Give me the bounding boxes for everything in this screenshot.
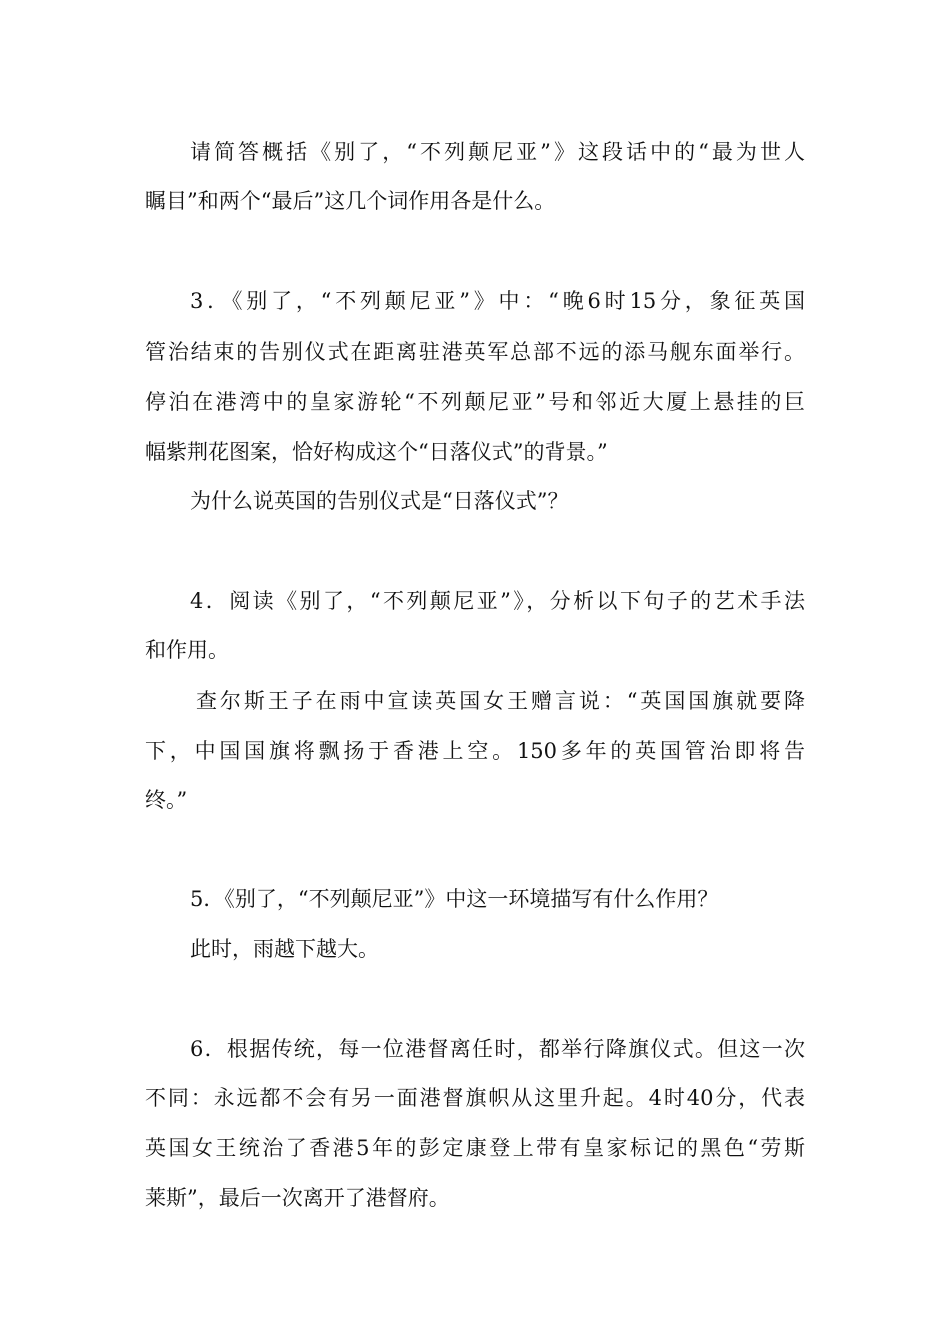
text-line: 查尔斯王子在雨中宣读英国女王赠言说：“英国国旗就要降 <box>196 689 805 713</box>
text-line: 此时，雨越下越大。 <box>190 937 379 961</box>
text-line: 莱斯”，最后一次离开了港督府。 <box>145 1186 450 1210</box>
text-line: 下，中国国旗将飘扬于香港上空。150多年的英国管治即将告 <box>145 739 805 763</box>
text-line: 幅紫荆花图案，恰好构成这个“日落仪式”的背景。” <box>145 440 608 464</box>
text-line: 为什么说英国的告别仪式是“日落仪式”？ <box>190 489 569 513</box>
text-line: 终。” <box>145 788 188 812</box>
text-line: 停泊在港湾中的皇家游轮“不列颠尼亚”号和邻近大厦上悬挂的巨 <box>145 390 805 414</box>
text-line: 和作用。 <box>145 638 229 662</box>
text-line: 管治结束的告别仪式在距离驻港英军总部不远的添马舰东面举行。 <box>145 340 805 364</box>
text-line: 英国女王统治了香港5年的彭定康登上带有皇家标记的黑色“劳斯 <box>145 1136 805 1160</box>
text-line: 请简答概括《别了，“不列颠尼亚”》这段话中的“最为世人 <box>190 140 805 164</box>
text-line: 瞩目”和两个“最后”这几个词作用各是什么。 <box>145 189 556 213</box>
question-3-line: 3．《别了，“不列颠尼亚”》中：“晚6时15分，象征英国 <box>190 289 805 313</box>
question-6-line: 6．根据传统，每一位港督离任时，都举行降旗仪式。但这一次 <box>190 1037 805 1061</box>
question-5-line: 5．《别了，“不列颠尼亚”》中这一环境描写有什么作用？ <box>190 887 719 911</box>
question-4-line: 4．阅读《别了，“不列颠尼亚”》，分析以下句子的艺术手法 <box>190 589 805 613</box>
text-line: 不同：永远都不会有另一面港督旗帜从这里升起。4时40分，代表 <box>145 1086 805 1110</box>
